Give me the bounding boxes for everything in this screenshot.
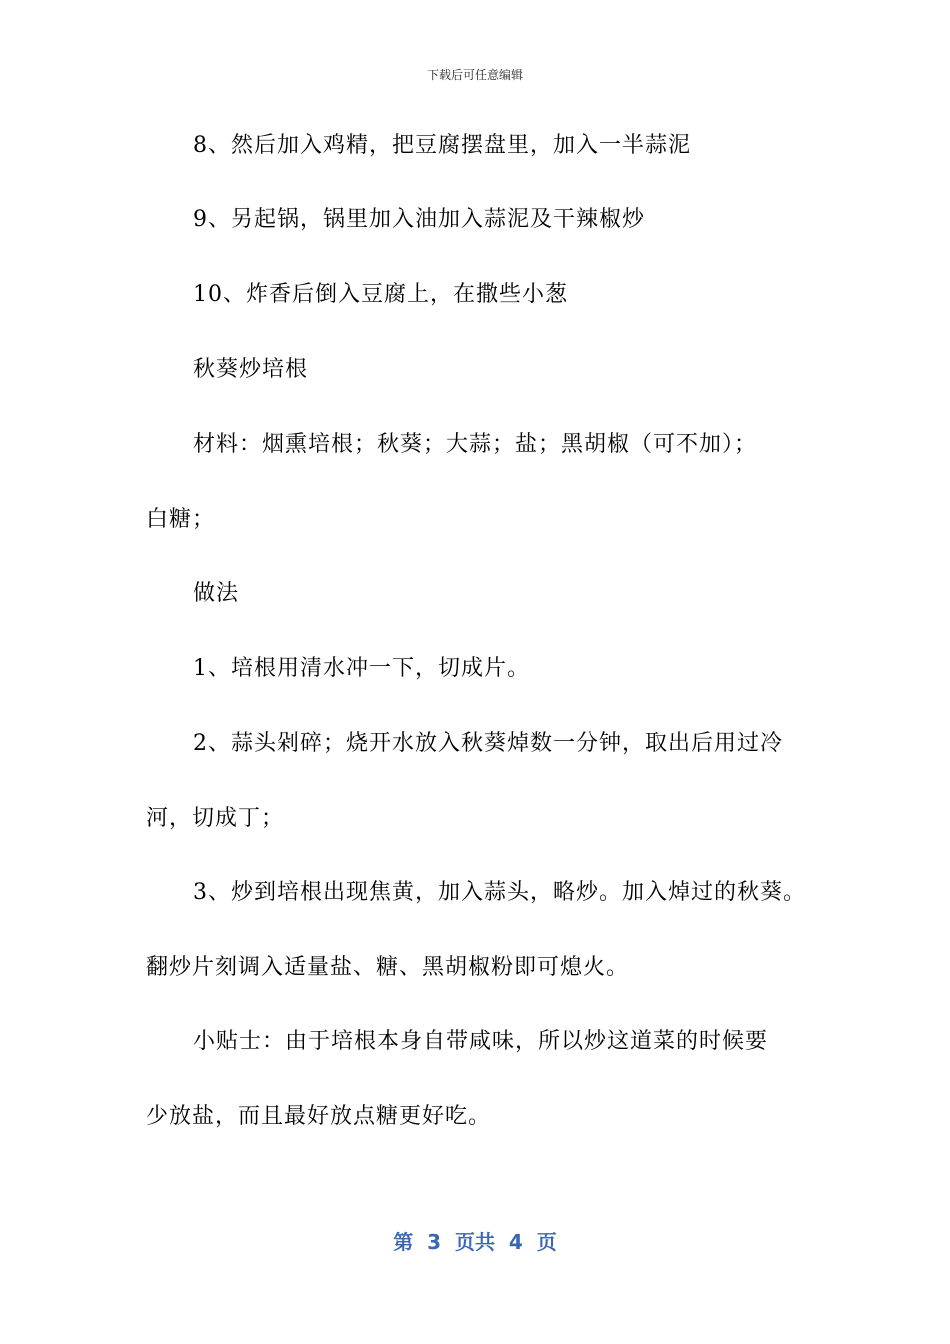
step-10-line: 10、炸香后倒入豆腐上，在撒些小葱 <box>193 282 568 307</box>
page-header: 下载后可任意编辑 <box>426 68 523 82</box>
method-heading: 做法 <box>193 581 240 606</box>
step-2-line: 2、蒜头剁碎；烧开水放入秋葵焯数一分钟，取出后用过冷 <box>193 731 783 756</box>
recipe-title: 秋葵炒培根 <box>193 357 309 382</box>
step-2-line-cont: 河，切成丁； <box>146 806 285 831</box>
page-number-footer: 第 3 页共 4 页 <box>393 1230 557 1254</box>
step-9-line: 9、另起锅，锅里加入油加入蒜泥及干辣椒炒 <box>193 207 645 232</box>
step-3-line-cont: 翻炒片刻调入适量盐、糖、黑胡椒粉即可熄火。 <box>146 955 630 980</box>
ingredients-line-cont: 白糖； <box>146 507 216 532</box>
step-8-line: 8、然后加入鸡精，把豆腐摆盘里，加入一半蒜泥 <box>193 133 691 158</box>
tips-line-cont: 少放盐，而且最好放点糖更好吃。 <box>146 1104 492 1129</box>
ingredients-line: 材料：烟熏培根；秋葵；大蒜；盐；黑胡椒（可不加）； <box>193 432 758 457</box>
step-3-line: 3、炒到培根出现焦黄，加入蒜头，略炒。加入焯过的秋葵。 <box>193 880 806 905</box>
tips-line: 小贴士：由于培根本身自带咸味，所以炒这道菜的时候要 <box>193 1029 769 1054</box>
step-1-line: 1、培根用清水冲一下，切成片。 <box>193 656 530 681</box>
